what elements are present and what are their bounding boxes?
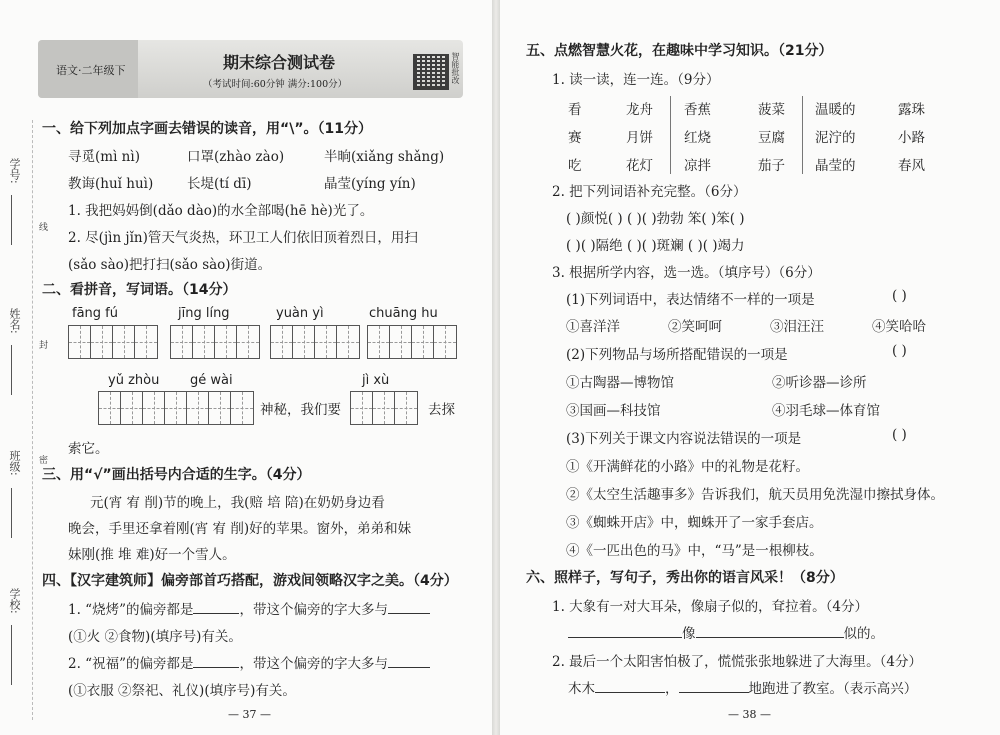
fill-row[interactable]: ( )( )隔绝 ( )( )斑斓 ( )( )竭力	[566, 238, 745, 254]
fill-row[interactable]: ( )颜悦( ) ( )( )勃勃 笨( )笨( )	[566, 211, 745, 227]
s4-text: 2. “祝福”的偏旁都是	[68, 656, 194, 672]
match-word[interactable]: 菠菜	[758, 102, 785, 118]
q3-stem: (2)下列物品与场所搭配错误的一项是	[566, 347, 788, 363]
s1-item: 晶莹(yíng yín)	[324, 176, 416, 192]
writing-grid[interactable]	[170, 325, 260, 359]
match-word[interactable]: 香蕉	[684, 102, 711, 118]
match-word[interactable]: 凉拌	[684, 158, 711, 174]
pinyin-label: fāng fú	[72, 306, 118, 321]
margin-label-xuexiao: 学校:	[8, 588, 21, 614]
pinyin-label: yǔ zhòu	[108, 373, 160, 388]
q3-option: ③《蜘蛛开店》中，蜘蛛开了一家手套店。	[566, 515, 823, 531]
banner-subtitle: （考试时间:60分钟 满分:100分）	[203, 79, 348, 90]
match-col	[758, 96, 785, 180]
match-word[interactable]: 泥泞的	[815, 130, 856, 146]
match-word[interactable]: 花灯	[626, 158, 653, 174]
q3-stem: (3)下列关于课文内容说法错误的一项是	[566, 431, 802, 447]
match-word[interactable]: 龙舟	[626, 102, 653, 118]
answer-blank[interactable]	[679, 692, 749, 693]
qr-code-icon	[413, 54, 449, 90]
match-word[interactable]: 温暖的	[815, 102, 856, 118]
q3-option: ③泪汪汪	[770, 319, 824, 335]
page-number: — 38 —	[728, 708, 771, 721]
pinyin-label: jīng líng	[178, 306, 230, 321]
s1-sentence: 1. 我把妈妈倒(dǎo dào)的水全部喝(hē hè)光了。	[68, 203, 374, 219]
s3-line: 元(宵 宥 削)节的晚上，我(赔 培 陪)在奶奶身边看	[90, 495, 385, 511]
match-word[interactable]: 茄子	[758, 158, 785, 174]
margin-feng: 封	[37, 340, 47, 349]
exam-banner	[38, 40, 463, 98]
q3-option: ②笑呵呵	[668, 319, 722, 335]
answer-blank[interactable]	[193, 667, 239, 668]
s5-q1: 1. 读一读，连一连。（9分）	[552, 72, 720, 88]
s1-item: 半晌(xiǎng shǎng)	[324, 149, 445, 165]
s1-item: 长堤(tí dī)	[187, 176, 252, 192]
pinyin-label: chuāng hu	[369, 306, 438, 321]
s4-line	[68, 598, 430, 618]
s6-answer-line	[568, 677, 917, 697]
right-page	[500, 0, 1000, 735]
writing-grid[interactable]	[270, 325, 360, 359]
column-divider	[802, 96, 803, 174]
writing-grid[interactable]	[68, 325, 158, 359]
match-col	[626, 96, 653, 180]
answer-paren[interactable]: ( )	[892, 288, 907, 304]
margin-label-xuehao: 学号:	[8, 158, 21, 184]
pinyin-label: gé wài	[190, 373, 233, 388]
left-page	[0, 0, 492, 735]
s6-text: 地跑进了教室。（表示高兴）	[748, 681, 918, 697]
writing-grid[interactable]	[367, 325, 457, 359]
answer-blank[interactable]	[568, 637, 682, 638]
writing-grid[interactable]	[98, 391, 254, 425]
match-word[interactable]: 月饼	[626, 130, 653, 146]
q3-option: ①古陶器—博物馆	[566, 375, 674, 391]
s6-q1: 1. 大象有一对大耳朵，像扇子似的，耷拉着。（4分）	[552, 599, 869, 615]
match-col	[684, 96, 711, 180]
column-divider	[670, 96, 671, 174]
page-number: — 37 —	[228, 708, 271, 721]
book-gutter	[492, 0, 500, 735]
q3-option: ①《开满鲜花的小路》中的礼物是花籽。	[566, 459, 809, 475]
match-word[interactable]: 吃	[568, 158, 582, 174]
s5-q3: 3. 根据所学内容，选一选。（填序号）（6分）	[552, 265, 821, 281]
match-word[interactable]: 看	[568, 102, 582, 118]
s3-line: 晚会，手里还拿着刚(宵 宥 削)好的苹果。窗外，弟弟和妹	[68, 521, 412, 537]
answer-paren[interactable]: ( )	[892, 427, 907, 443]
s1-sentence: 2. 尽(jìn jǐn)管天气炎热，环卫工人们依旧顶着烈日，用扫	[68, 230, 418, 246]
margin-xian: 线	[37, 222, 47, 231]
q3-stem: (1)下列词语中，表达情绪不一样的一项是	[566, 292, 815, 308]
banner-grade-tag: 语文·二年级下	[56, 64, 126, 77]
s4-line: (①衣服 ②祭祀、礼仪)(填序号)有关。	[68, 683, 296, 699]
qr-label: 智能批改	[451, 52, 460, 84]
answer-blank[interactable]	[696, 637, 844, 638]
pinyin-label: yuàn yì	[276, 306, 324, 321]
s2-text: 去探	[428, 402, 455, 418]
section-2-title: 二、看拼音，写词语。（14分）	[42, 282, 237, 298]
s4-text: ，带这个偏旁的字大多与	[239, 602, 388, 618]
match-col	[898, 96, 925, 180]
match-col	[815, 96, 856, 180]
q3-option: ①喜洋洋	[566, 319, 620, 335]
binding-dashed-line	[32, 120, 33, 720]
match-word[interactable]: 小路	[898, 130, 925, 146]
s6-text: 像	[682, 626, 696, 642]
section-5-title: 五、点燃智慧火花，在趣味中学习知识。（21分）	[526, 43, 833, 59]
pinyin-label: jì xù	[362, 373, 390, 388]
section-1-title: 一、给下列加点字画去错误的读音，用“\”。（11分）	[42, 121, 372, 137]
margin-label-banji: 班级:	[8, 450, 21, 476]
s1-item: 口罩(zhào zào)	[187, 149, 285, 165]
section-4-title: 四、【汉字建筑师】偏旁部首巧搭配，游戏间领略汉字之美。（4分）	[42, 573, 458, 589]
s4-line	[68, 652, 430, 672]
margin-underline	[11, 345, 12, 395]
match-word[interactable]: 赛	[568, 130, 582, 146]
match-word[interactable]: 春风	[898, 158, 925, 174]
s4-text: ，带这个偏旁的字大多与	[239, 656, 388, 672]
answer-blank[interactable]	[388, 613, 430, 614]
answer-blank[interactable]	[193, 613, 239, 614]
match-word[interactable]: 晶莹的	[815, 158, 856, 174]
match-col	[568, 96, 588, 180]
s3-line: 妹刚(推 堆 难)好一个雪人。	[68, 547, 236, 563]
margin-label-xingming: 姓名:	[8, 308, 21, 334]
s6-q2: 2. 最后一个太阳害怕极了，慌慌张张地躲进了大海里。（4分）	[552, 654, 923, 670]
s2-text: 神秘，我们要	[260, 402, 341, 418]
writing-grid[interactable]	[350, 391, 418, 425]
s6-text: 似的。	[843, 626, 884, 642]
q3-option: ③国画—科技馆	[566, 403, 661, 419]
s6-text: 木木	[568, 681, 595, 697]
s4-text: 1. “烧烤”的偏旁都是	[68, 602, 194, 618]
match-word[interactable]: 红烧	[684, 130, 711, 146]
s5-q2: 2. 把下列词语补充完整。（6分）	[552, 184, 747, 200]
q3-option: ②《太空生活趣事多》告诉我们，航天员用免洗湿巾擦拭身体。	[566, 487, 944, 503]
margin-mi: 密	[37, 455, 47, 464]
section-6-title: 六、照样子，写句子，秀出你的语言风采！（8分）	[526, 570, 844, 586]
answer-blank[interactable]	[595, 692, 665, 693]
s6-text: ，	[665, 681, 679, 697]
section-3-title: 三、用“√”画出括号内合适的生字。（4分）	[42, 467, 311, 483]
q3-option: ④《一匹出色的马》中，“马”是一根柳枝。	[566, 543, 823, 559]
s4-line: (①火 ②食物)(填序号)有关。	[68, 629, 242, 645]
match-word[interactable]: 露珠	[898, 102, 925, 118]
answer-paren[interactable]: ( )	[892, 343, 907, 359]
s1-item: 教诲(huǐ huì)	[68, 176, 154, 192]
match-word[interactable]: 豆腐	[758, 130, 785, 146]
s2-text: 索它。	[68, 441, 109, 457]
q3-option: ②听诊器—诊所	[772, 375, 867, 391]
margin-underline	[11, 195, 12, 245]
s1-item: 寻觅(mì nì)	[68, 149, 140, 165]
margin-underline	[11, 488, 12, 538]
s1-sentence: (sǎo sào)把打扫(sǎo sào)街道。	[68, 257, 272, 273]
margin-underline	[11, 625, 12, 685]
q3-option: ④笑哈哈	[872, 319, 926, 335]
banner-title: 期末综合测试卷	[223, 53, 336, 72]
answer-blank[interactable]	[388, 667, 430, 668]
s6-answer-line	[568, 622, 884, 642]
q3-option: ④羽毛球—体育馆	[772, 403, 880, 419]
